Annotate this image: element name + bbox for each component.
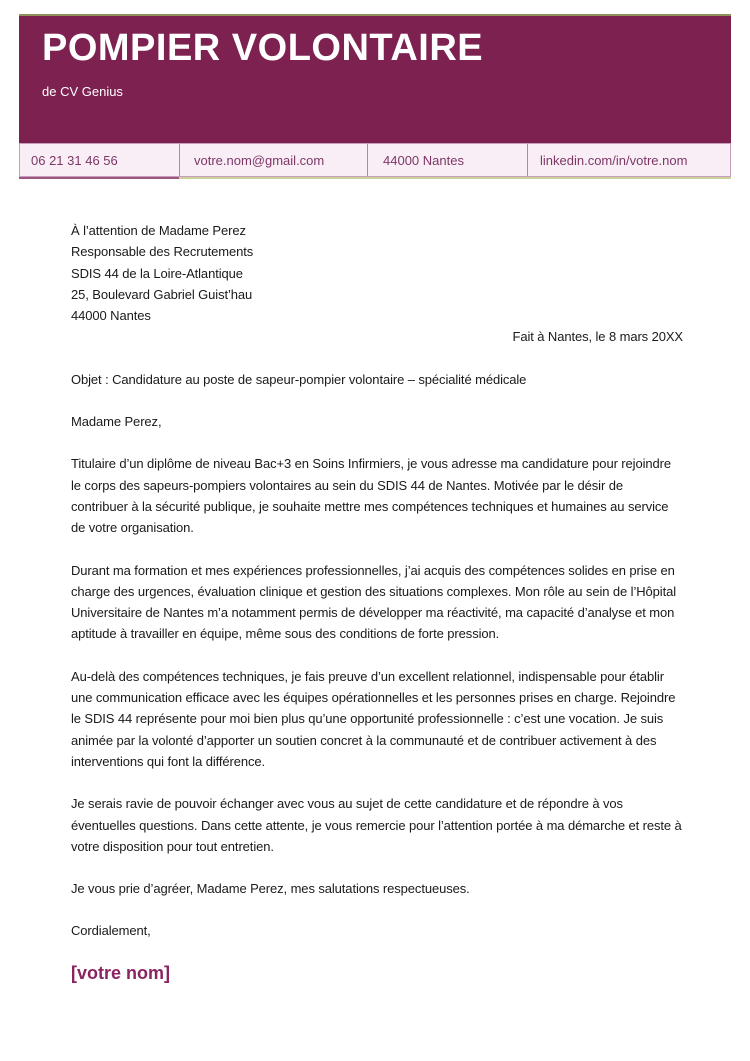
paragraph-intro: Titulaire d’un diplôme de niveau Bac+3 en Soins Infirmiers, je vous adresse ma candidature pour rejoindre le corps des sapeurs-pompiers volontaires au sein du SDIS 44 de Nantes. Motivée par le désir de contribuer à la sécurité publique, je souhaite mettre mes compétences techniques et humaines au service de votre organisation. <box>71 456 671 536</box>
salutation: Madame Perez, <box>71 414 162 430</box>
paragraph-motivation: Au-delà des compétences techniques, je fais preuve d’un excellent relationnel, indispensable pour établir une communication efficace avec les équipes opérationnelles et les personnes prises en charge. Rejoindre le SDIS 44 représente pour moi bien plus qu’une opportunité professionnelle : c’est une vocation. Je suis animée par la volonté d’apporter un soutien concret à la communauté et de contribuer activement à des interventions qui font la différence. <box>71 668 676 769</box>
paragraph-experience: Durant ma formation et mes expériences professionnelles, j’ai acquis des compétences solides en prise en charge des urgences, évaluation clinique et gestion des situations complexes. Mon rôle au sein de l’Hôpital Universitaire de Nantes m’a notamment permis de développer ma réactivité, ma capacité d’analyse et mon aptitude à travailler en équipe, même sous des conditions de forte pression. <box>71 562 676 642</box>
signoff: Cordialement, <box>71 923 151 939</box>
letter-header <box>19 16 731 143</box>
contact-linkedin: linkedin.com/in/votre.nom <box>540 152 688 168</box>
letter-body <box>71 220 683 984</box>
date-line: Fait à Nantes, le 8 mars 20XX <box>512 329 683 345</box>
paragraph-availability: Je serais ravie de pouvoir échanger avec vous au sujet de cette candidature et de répondre à vos éventuelles questions. Dans cette attente, je vous remercie pour l’attention portée à ma démarche et reste à votre disposition pour tout entretien. <box>71 796 682 854</box>
contact-phone: 06 21 31 46 56 <box>20 144 180 176</box>
recipient-block <box>71 220 683 326</box>
page-title: POMPIER VOLONTAIRE <box>42 27 484 69</box>
contact-email: votre.nom@gmail.com <box>180 144 368 176</box>
recipient-role-line: Responsable des Recrutements <box>71 244 254 260</box>
header-subtitle: de CV Genius <box>42 84 123 99</box>
contact-city: 44000 Nantes <box>368 144 528 176</box>
recipient-organization-line: SDIS 44 de la Loire-Atlantique <box>71 265 243 281</box>
contact-bar <box>19 143 731 177</box>
recipient-street-line: 25, Boulevard Gabriel Guist’hau <box>71 286 253 302</box>
recipient-attention-line: À l’attention de Madame Perez <box>71 223 246 238</box>
signature-placeholder: [votre nom] <box>71 962 170 983</box>
subject-line: Objet : Candidature au poste de sapeur-pompier volontaire – spécialité médicale <box>71 371 527 387</box>
recipient-city-line: 44000 Nantes <box>71 308 151 324</box>
closing-formula: Je vous prie d’agréer, Madame Perez, mes salutations respectueuses. <box>71 881 470 897</box>
contact-bar-bottom-accent-line <box>19 177 731 179</box>
